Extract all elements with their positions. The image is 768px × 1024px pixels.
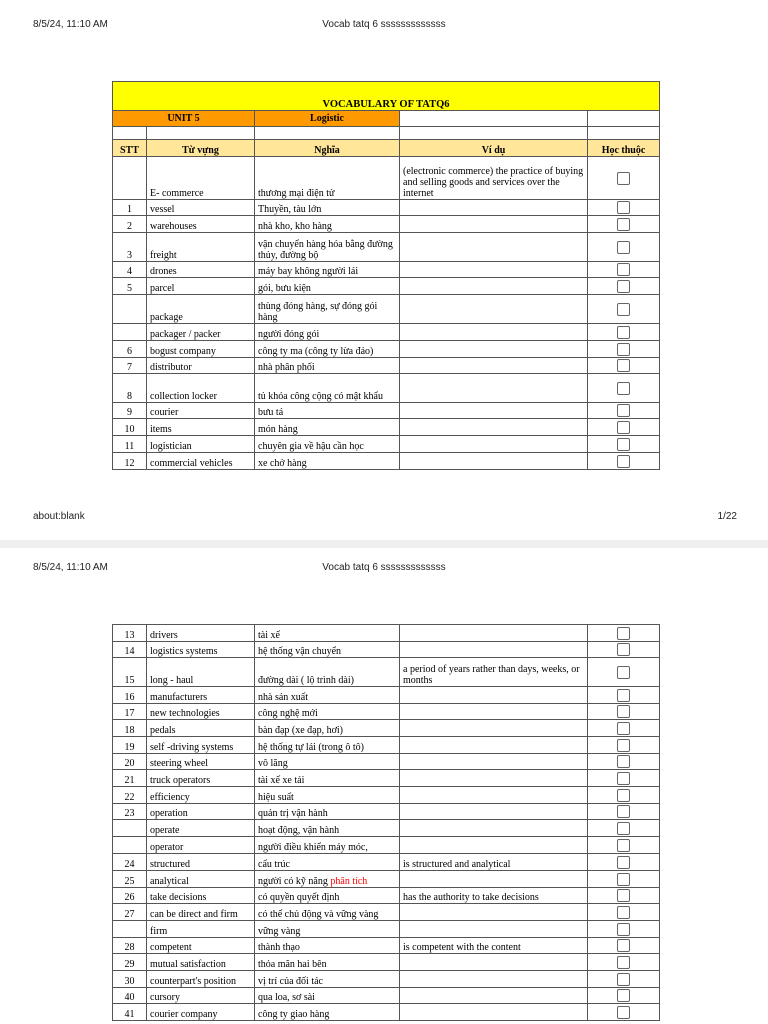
learned-cell [588, 820, 660, 837]
row-meaning: máy bay không người lái [255, 262, 400, 278]
table-row [113, 341, 660, 358]
row-meaning: hiệu suất [255, 787, 400, 804]
learned-cell [588, 453, 660, 470]
learned-checkbox[interactable] [617, 689, 630, 702]
row-word: drivers [147, 625, 255, 642]
learned-cell [588, 374, 660, 403]
row-word: courier company [147, 1004, 255, 1021]
row-word: manufacturers [147, 687, 255, 704]
row-word: self -driving systems [147, 737, 255, 754]
table-row [113, 200, 660, 216]
learned-checkbox[interactable] [617, 822, 630, 835]
learned-cell [588, 358, 660, 374]
row-stt: 41 [113, 1004, 147, 1021]
learned-checkbox[interactable] [617, 789, 630, 802]
row-stt: 19 [113, 737, 147, 754]
row-stt: 26 [113, 888, 147, 904]
row-meaning: vị trí của đối tác [255, 971, 400, 988]
row-meaning: công ty giao hàng [255, 1004, 400, 1021]
page-number: 1/22 [717, 511, 737, 522]
row-word: commercial vehicles [147, 453, 255, 470]
row-meaning: quản trị vận hành [255, 804, 400, 820]
row-example [400, 358, 588, 374]
col-header-example: Ví dụ [400, 140, 588, 157]
table-row [113, 419, 660, 436]
learned-cell [588, 954, 660, 971]
row-meaning: công ty ma (công ty lừa đảo) [255, 341, 400, 358]
row-meaning: có thể chủ động và vững vàng [255, 904, 400, 921]
row-word: collection locker [147, 374, 255, 403]
col-header-meaning: Nghĩa [255, 140, 400, 157]
row-word: truck operators [147, 770, 255, 787]
row-stt: 27 [113, 904, 147, 921]
page-header [0, 19, 768, 33]
table-row [113, 324, 660, 341]
col-header-stt: STT [113, 140, 147, 157]
table-row [113, 233, 660, 262]
learned-checkbox[interactable] [617, 438, 630, 451]
row-stt: 7 [113, 358, 147, 374]
row-meaning: bưu tá [255, 403, 400, 419]
row-example [400, 687, 588, 704]
row-word: efficiency [147, 787, 255, 804]
learned-cell [588, 1004, 660, 1021]
learned-checkbox[interactable] [617, 303, 630, 316]
row-meaning: tủ khóa công cộng có mật khẩu [255, 374, 400, 403]
row-word: mutual satisfaction [147, 954, 255, 971]
learned-checkbox[interactable] [617, 326, 630, 339]
row-example: is structured and analytical [400, 854, 588, 871]
learned-checkbox[interactable] [617, 455, 630, 468]
row-word: logistician [147, 436, 255, 453]
row-meaning: nhà kho, kho hàng [255, 216, 400, 233]
row-stt [113, 820, 147, 837]
learned-cell [588, 904, 660, 921]
col-header-word: Từ vựng [147, 140, 255, 157]
row-meaning: hệ thống vận chuyển [255, 642, 400, 658]
row-meaning: thùng đóng hàng, sự đóng gói hàng [255, 295, 400, 324]
row-stt [113, 157, 147, 200]
learned-checkbox[interactable] [617, 382, 630, 395]
row-example [400, 988, 588, 1004]
row-stt: 17 [113, 704, 147, 720]
row-example [400, 374, 588, 403]
table-row [113, 720, 660, 737]
row-example [400, 904, 588, 921]
learned-checkbox[interactable] [617, 923, 630, 936]
row-meaning: thỏa mãn hai bên [255, 954, 400, 971]
learned-checkbox[interactable] [617, 705, 630, 718]
learned-checkbox[interactable] [617, 739, 630, 752]
learned-checkbox[interactable] [617, 241, 630, 254]
row-word: counterpart's position [147, 971, 255, 988]
learned-cell [588, 787, 660, 804]
learned-checkbox[interactable] [617, 906, 630, 919]
row-word: structured [147, 854, 255, 871]
row-stt: 14 [113, 642, 147, 658]
learned-cell [588, 403, 660, 419]
learned-checkbox[interactable] [617, 172, 630, 185]
page-header [0, 562, 768, 576]
learned-cell [588, 341, 660, 358]
row-word: E- commerce [147, 157, 255, 200]
row-example [400, 262, 588, 278]
row-meaning: đường dài ( lộ trình dài) [255, 658, 400, 687]
learned-checkbox[interactable] [617, 805, 630, 818]
row-word: analytical [147, 871, 255, 888]
row-stt: 22 [113, 787, 147, 804]
print-date: 8/5/24, 11:10 AM [33, 19, 108, 30]
table-row [113, 658, 660, 687]
table-row [113, 804, 660, 820]
table-row [113, 904, 660, 921]
row-meaning: gói, bưu kiện [255, 278, 400, 295]
table-title: VOCABULARY OF TATQ6 [113, 82, 660, 111]
learned-checkbox[interactable] [617, 889, 630, 902]
table-row [113, 854, 660, 871]
table-row [113, 642, 660, 658]
learned-cell [588, 704, 660, 720]
row-stt: 5 [113, 278, 147, 295]
row-word: distributor [147, 358, 255, 374]
table-row [113, 787, 660, 804]
row-stt: 9 [113, 403, 147, 419]
row-example [400, 403, 588, 419]
learned-checkbox[interactable] [617, 421, 630, 434]
row-word: steering wheel [147, 754, 255, 770]
learned-checkbox[interactable] [617, 939, 630, 952]
table-row [113, 216, 660, 233]
row-meaning: cấu trúc [255, 854, 400, 871]
row-word: courier [147, 403, 255, 419]
row-stt: 12 [113, 453, 147, 470]
print-date: 8/5/24, 11:10 AM [33, 562, 108, 573]
row-example: a period of years rather than days, weeks, or months [400, 658, 588, 687]
row-stt: 6 [113, 341, 147, 358]
row-example [400, 921, 588, 938]
row-example [400, 787, 588, 804]
table-row [113, 436, 660, 453]
row-meaning: người đóng gói [255, 324, 400, 341]
table-row [113, 403, 660, 419]
learned-cell [588, 324, 660, 341]
table-row [113, 295, 660, 324]
learned-cell [588, 921, 660, 938]
row-word: take decisions [147, 888, 255, 904]
learned-cell [588, 233, 660, 262]
row-word: parcel [147, 278, 255, 295]
row-example [400, 770, 588, 787]
table-row [113, 938, 660, 954]
row-stt: 3 [113, 233, 147, 262]
table-row [113, 157, 660, 200]
row-meaning: hoạt động, vận hành [255, 820, 400, 837]
learned-cell [588, 419, 660, 436]
row-stt: 28 [113, 938, 147, 954]
row-example [400, 341, 588, 358]
table-row [113, 954, 660, 971]
row-example [400, 754, 588, 770]
table-row [113, 737, 660, 754]
table-row [113, 988, 660, 1004]
row-stt: 2 [113, 216, 147, 233]
learned-checkbox[interactable] [617, 873, 630, 886]
row-meaning: món hàng [255, 419, 400, 436]
row-word: can be direct and firm [147, 904, 255, 921]
unit-label: UNIT 5 [113, 111, 255, 127]
learned-cell [588, 278, 660, 295]
learned-cell [588, 687, 660, 704]
learned-cell [588, 720, 660, 737]
learned-checkbox[interactable] [617, 280, 630, 293]
learned-checkbox[interactable] [617, 343, 630, 356]
row-meaning: qua loa, sơ sài [255, 988, 400, 1004]
learned-cell [588, 262, 660, 278]
row-example [400, 233, 588, 262]
learned-checkbox[interactable] [617, 201, 630, 214]
row-meaning: nhà sản xuất [255, 687, 400, 704]
row-word: pedals [147, 720, 255, 737]
learned-cell [588, 436, 660, 453]
learned-checkbox[interactable] [617, 856, 630, 869]
row-word: logistics systems [147, 642, 255, 658]
row-meaning: bàn đạp (xe đạp, hơi) [255, 720, 400, 737]
row-example: (electronic commerce) the practice of buying and selling goods and services over the internet [400, 157, 588, 200]
row-word: long - haul [147, 658, 255, 687]
footer-url: about:blank [33, 511, 85, 522]
table-row [113, 262, 660, 278]
row-stt: 21 [113, 770, 147, 787]
row-stt: 4 [113, 262, 147, 278]
row-meaning: có quyền quyết định [255, 888, 400, 904]
row-stt: 24 [113, 854, 147, 871]
row-meaning: xe chở hàng [255, 453, 400, 470]
row-stt: 25 [113, 871, 147, 888]
row-word: operate [147, 820, 255, 837]
learned-cell [588, 988, 660, 1004]
row-example [400, 642, 588, 658]
row-stt: 30 [113, 971, 147, 988]
row-stt: 23 [113, 804, 147, 820]
learned-cell [588, 200, 660, 216]
row-meaning: vô lăng [255, 754, 400, 770]
document-title: Vocab tatq 6 sssssssssssss [322, 562, 446, 573]
learned-checkbox[interactable] [617, 359, 630, 372]
learned-cell [588, 770, 660, 787]
row-meaning: tài xế xe tải [255, 770, 400, 787]
row-meaning: hệ thống tự lái (trong ô tô) [255, 737, 400, 754]
row-example: has the authority to take decisions [400, 888, 588, 904]
row-stt: 10 [113, 419, 147, 436]
table-row [113, 871, 660, 888]
row-example [400, 1004, 588, 1021]
col-header-learned: Học thuộc [588, 140, 660, 157]
learned-cell [588, 216, 660, 233]
row-meaning: tài xế [255, 625, 400, 642]
row-word: drones [147, 262, 255, 278]
page-2 [0, 548, 768, 1024]
row-meaning: Thuyền, tàu lớn [255, 200, 400, 216]
row-example [400, 324, 588, 341]
vocab-table-1 [112, 81, 660, 470]
learned-cell [588, 642, 660, 658]
table-row [113, 921, 660, 938]
row-word: warehouses [147, 216, 255, 233]
table-row [113, 971, 660, 988]
row-example: is competent with the content [400, 938, 588, 954]
learned-checkbox[interactable] [617, 263, 630, 276]
row-example [400, 971, 588, 988]
document-title: Vocab tatq 6 sssssssssssss [322, 19, 446, 30]
page-gap [0, 540, 768, 548]
learned-cell [588, 804, 660, 820]
row-meaning [255, 871, 400, 888]
row-stt: 16 [113, 687, 147, 704]
row-meaning: nhà phân phối [255, 358, 400, 374]
row-meaning: vững vàng [255, 921, 400, 938]
learned-cell [588, 837, 660, 854]
table-row [113, 453, 660, 470]
row-stt [113, 921, 147, 938]
learned-checkbox[interactable] [617, 973, 630, 986]
row-word: operation [147, 804, 255, 820]
row-meaning: công nghệ mới [255, 704, 400, 720]
row-stt: 15 [113, 658, 147, 687]
row-example [400, 419, 588, 436]
learned-checkbox[interactable] [617, 989, 630, 1002]
meaning-highlight: phân tích [330, 876, 368, 887]
row-example [400, 720, 588, 737]
learned-cell [588, 625, 660, 642]
table-row [113, 770, 660, 787]
row-stt: 40 [113, 988, 147, 1004]
table-row [113, 278, 660, 295]
row-meaning: người điều khiển máy móc, [255, 837, 400, 854]
row-example [400, 200, 588, 216]
learned-cell [588, 754, 660, 770]
row-example [400, 278, 588, 295]
learned-cell [588, 295, 660, 324]
row-stt [113, 837, 147, 854]
row-example [400, 737, 588, 754]
learned-cell [588, 854, 660, 871]
row-meaning: chuyên gia về hậu cần học [255, 436, 400, 453]
table-row [113, 374, 660, 403]
learned-cell [588, 157, 660, 200]
row-example [400, 453, 588, 470]
learned-checkbox[interactable] [617, 666, 630, 679]
table-row [113, 687, 660, 704]
row-stt: 1 [113, 200, 147, 216]
row-word: vessel [147, 200, 255, 216]
table-row [113, 358, 660, 374]
row-stt: 20 [113, 754, 147, 770]
table-row [113, 888, 660, 904]
learned-cell [588, 871, 660, 888]
row-meaning: thành thạo [255, 938, 400, 954]
row-word: bogust company [147, 341, 255, 358]
row-stt: 8 [113, 374, 147, 403]
learned-cell [588, 737, 660, 754]
row-example [400, 820, 588, 837]
row-example [400, 295, 588, 324]
row-example [400, 216, 588, 233]
learned-checkbox[interactable] [617, 839, 630, 852]
row-word: operator [147, 837, 255, 854]
row-meaning: vận chuyển hàng hóa bằng đường thủy, đường bộ [255, 233, 400, 262]
row-word: freight [147, 233, 255, 262]
learned-cell [588, 888, 660, 904]
row-stt [113, 324, 147, 341]
row-stt [113, 295, 147, 324]
learned-checkbox[interactable] [617, 404, 630, 417]
row-word: competent [147, 938, 255, 954]
row-example [400, 954, 588, 971]
table-row [113, 754, 660, 770]
row-word: cursory [147, 988, 255, 1004]
learned-cell [588, 658, 660, 687]
table-row [113, 1004, 660, 1021]
learned-checkbox[interactable] [617, 755, 630, 768]
row-word: packager / packer [147, 324, 255, 341]
table-row [113, 820, 660, 837]
row-example [400, 704, 588, 720]
row-example [400, 625, 588, 642]
row-example [400, 837, 588, 854]
row-word: items [147, 419, 255, 436]
learned-checkbox[interactable] [617, 627, 630, 640]
row-example [400, 871, 588, 888]
row-stt: 13 [113, 625, 147, 642]
row-stt: 18 [113, 720, 147, 737]
learned-checkbox[interactable] [617, 1006, 630, 1019]
topic-label: Logistic [255, 111, 400, 127]
learned-checkbox[interactable] [617, 218, 630, 231]
row-example [400, 436, 588, 453]
row-example [400, 804, 588, 820]
row-meaning: thương mại điện tử [255, 157, 400, 200]
vocab-table-2 [112, 624, 660, 1021]
row-stt: 29 [113, 954, 147, 971]
row-word: new technologies [147, 704, 255, 720]
learned-cell [588, 938, 660, 954]
learned-checkbox[interactable] [617, 643, 630, 656]
learned-checkbox[interactable] [617, 772, 630, 785]
row-stt: 11 [113, 436, 147, 453]
table-row [113, 837, 660, 854]
learned-checkbox[interactable] [617, 956, 630, 969]
learned-cell [588, 971, 660, 988]
table-row [113, 704, 660, 720]
row-word: package [147, 295, 255, 324]
meaning-text: người có kỹ năng [258, 876, 331, 887]
learned-checkbox[interactable] [617, 722, 630, 735]
table-row [113, 625, 660, 642]
row-word: firm [147, 921, 255, 938]
